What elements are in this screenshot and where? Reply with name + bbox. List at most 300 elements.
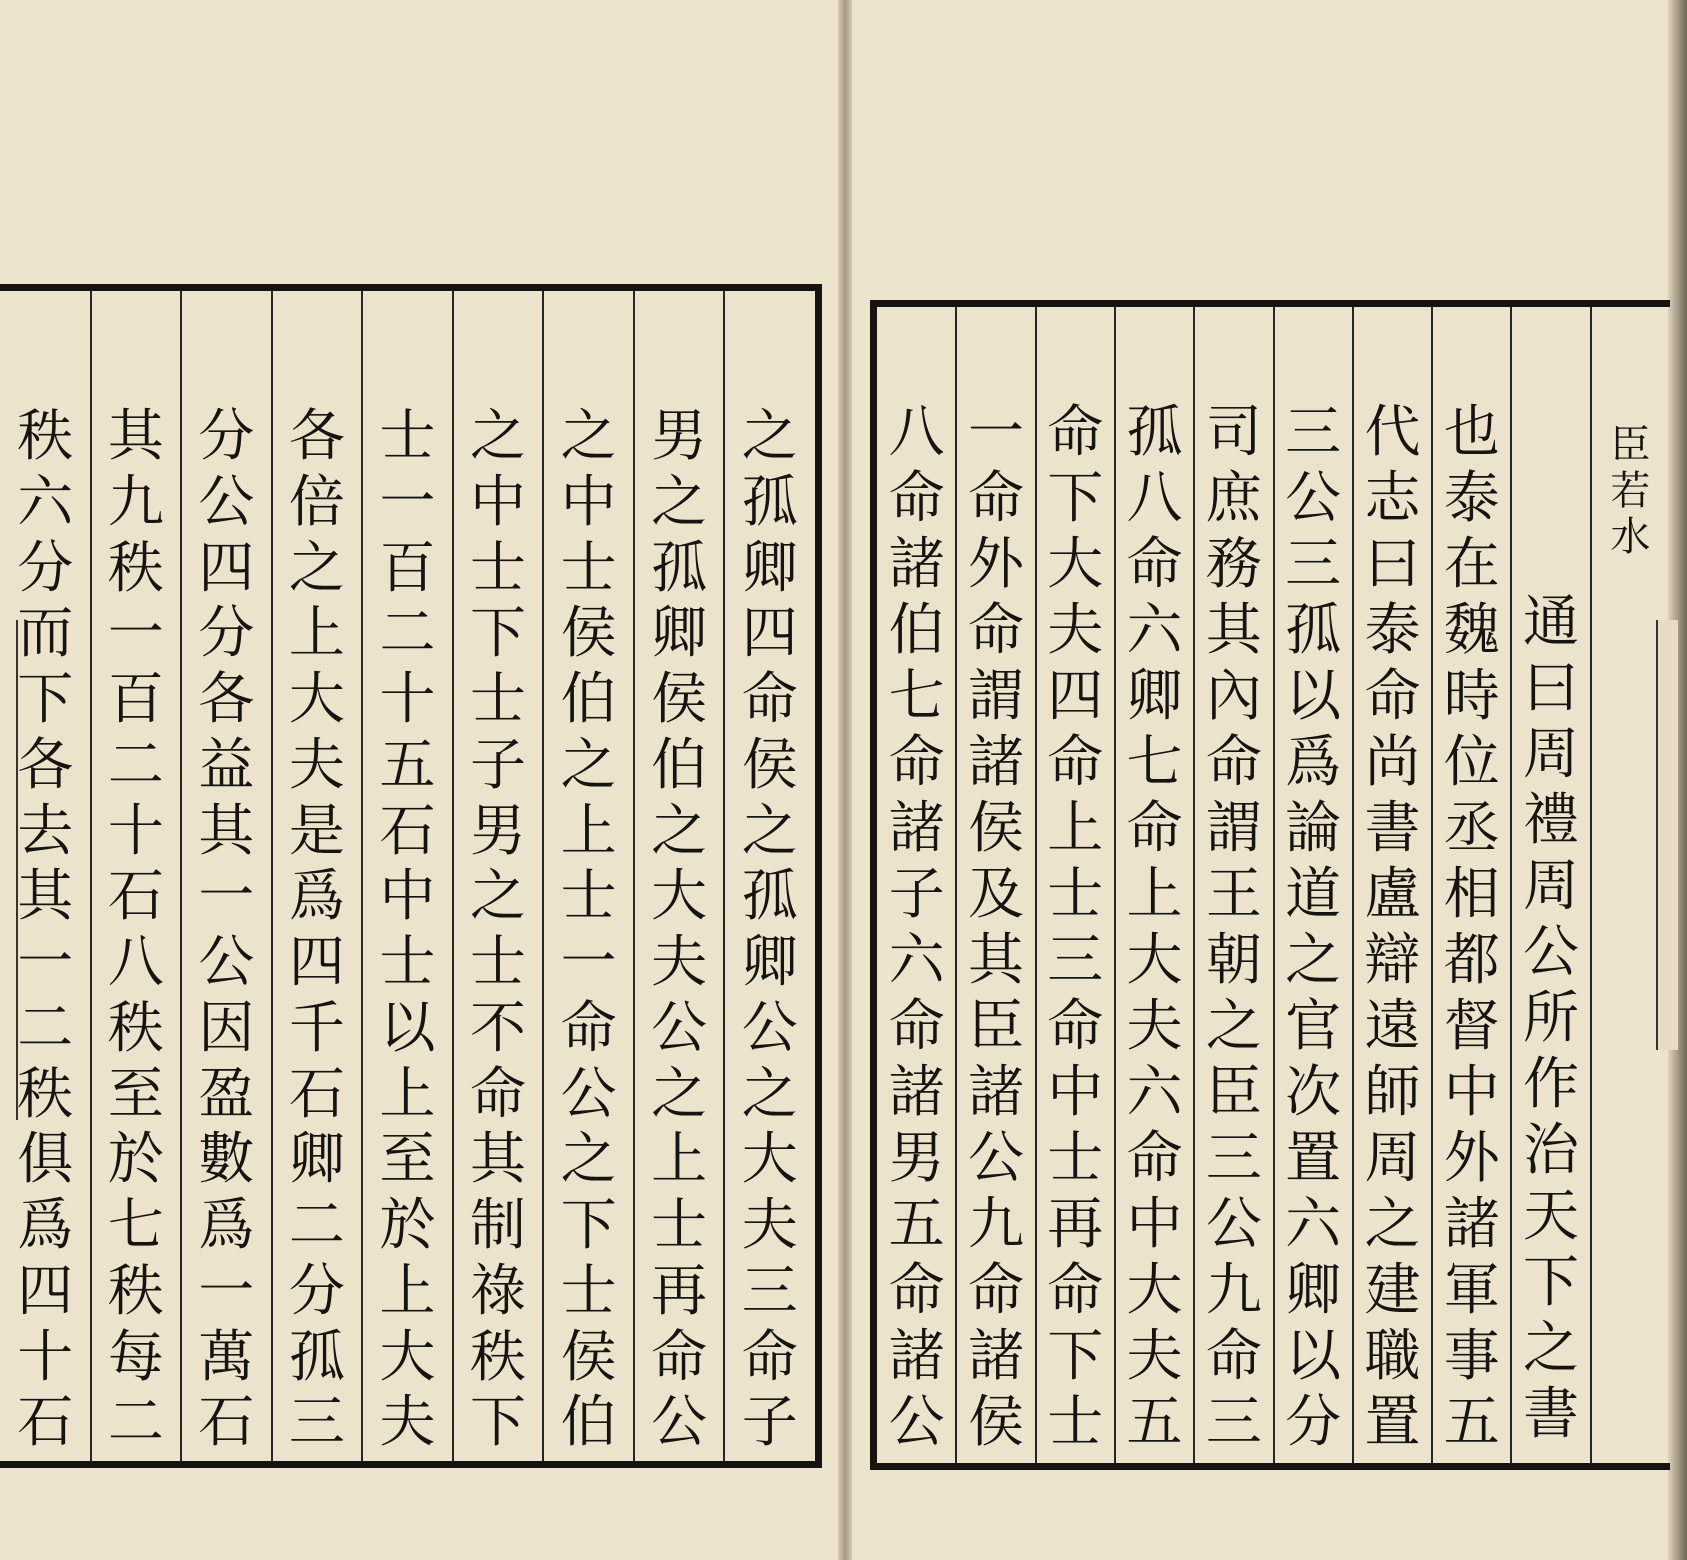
glyph: 官 (1285, 994, 1342, 1059)
glyph: 士 (379, 930, 436, 995)
glyph: 三 (1205, 1390, 1262, 1455)
glyph: 九 (107, 469, 164, 535)
glyph: 石 (198, 1390, 255, 1456)
glyph: 秩 (470, 1324, 527, 1390)
glyph: 夫 (741, 1193, 798, 1258)
glyph: 伯 (560, 1390, 617, 1456)
glyph: 泰 (1443, 466, 1500, 531)
glyph: 次 (1285, 1060, 1342, 1125)
glyph: 之 (741, 404, 798, 469)
glyph: 置 (1364, 1390, 1421, 1455)
text-column (1591, 307, 1670, 1463)
glyph: 大 (741, 1127, 798, 1193)
glyph: 內 (1205, 664, 1262, 729)
glyph: 公 (651, 1390, 708, 1456)
glyph: 八 (1126, 466, 1183, 531)
glyph: 子 (470, 732, 527, 798)
glyph: 公 (198, 469, 255, 535)
glyph: 每 (107, 1324, 164, 1390)
glyph: 所 (1523, 986, 1580, 1051)
glyph: 命 (1126, 532, 1183, 597)
glyph: 丞 (1443, 796, 1500, 861)
glyph: 於 (107, 1127, 164, 1193)
glyph: 治 (1523, 1118, 1580, 1183)
glyph: 辯 (1364, 928, 1421, 993)
glyph: 之 (470, 864, 527, 930)
glyph: 之 (1523, 1316, 1580, 1381)
glyph: 孤 (1126, 400, 1183, 465)
glyph: 伯 (560, 667, 617, 732)
glyph: 中 (1443, 1060, 1500, 1125)
text-column (362, 291, 453, 1461)
glyph: 上 (379, 1258, 436, 1324)
glyph: 公 (198, 930, 255, 995)
glyph: 謂 (1205, 796, 1262, 861)
glyph: 置 (1285, 1126, 1342, 1191)
glyph: 十 (17, 1324, 74, 1390)
glyph: 中 (1047, 1060, 1104, 1125)
text-column (1194, 307, 1273, 1463)
glyph: 夫 (1047, 598, 1104, 663)
glyph: 下 (560, 1193, 617, 1258)
glyph: 其 (470, 1127, 527, 1193)
glyph: 公 (1523, 920, 1580, 985)
text-column (272, 291, 363, 1461)
glyph: 伯 (888, 598, 945, 663)
glyph: 夫 (288, 732, 345, 798)
glyph: 男 (651, 404, 708, 469)
glyph: 六 (1285, 1192, 1342, 1257)
glyph: 至 (379, 1127, 436, 1193)
glyph: 命 (1364, 664, 1421, 729)
glyph: 命 (470, 1061, 527, 1127)
text-column (1511, 307, 1590, 1463)
glyph: 禮 (1523, 788, 1580, 853)
glyph: 命 (1126, 796, 1183, 861)
text-column (634, 291, 725, 1461)
glyph: 位 (1443, 730, 1500, 795)
glyph: 七 (1126, 730, 1183, 795)
glyph: 以 (1285, 664, 1342, 729)
glyph: 伯 (651, 732, 708, 798)
glyph: 諸 (967, 1060, 1024, 1125)
glyph: 上 (1047, 796, 1104, 861)
glyph: 諸 (967, 1324, 1024, 1389)
glyph: 不 (470, 995, 527, 1061)
glyph: 公 (560, 1061, 617, 1127)
glyph: 諸 (888, 796, 945, 861)
glyph: 侯 (651, 667, 708, 732)
glyph: 上 (288, 601, 345, 667)
glyph: 書 (1523, 1382, 1580, 1447)
glyph: 外 (967, 532, 1024, 597)
glyph: 及 (967, 862, 1024, 927)
glyph: 公 (741, 995, 798, 1061)
glyph: 卿 (741, 930, 798, 995)
glyph: 通 (1523, 590, 1580, 655)
glyph: 石 (17, 1390, 74, 1456)
glyph: 命 (560, 995, 617, 1061)
glyph: 制 (470, 1193, 527, 1258)
glyph: 命 (888, 994, 945, 1059)
glyph: 之 (288, 535, 345, 601)
glyph: 命 (967, 1258, 1024, 1323)
glyph: 外 (1443, 1126, 1500, 1191)
glyph: 代 (1364, 400, 1421, 465)
glyph: 一 (560, 930, 617, 995)
glyph: 中 (560, 469, 617, 535)
glyph: 六 (1126, 598, 1183, 663)
glyph: 之 (651, 469, 708, 535)
glyph: 孤 (1285, 598, 1342, 663)
glyph: 曰 (1364, 532, 1421, 597)
text-column (543, 291, 634, 1461)
glyph: 爲 (198, 1193, 255, 1258)
glyph: 王 (1205, 862, 1262, 927)
glyph: 四 (17, 1258, 74, 1324)
glyph: 六 (1126, 1060, 1183, 1125)
glyph: 若 (1610, 468, 1651, 514)
glyph: 士 (560, 864, 617, 930)
glyph: 男 (470, 798, 527, 864)
glyph: 上 (651, 1127, 708, 1193)
glyph: 其 (107, 404, 164, 469)
glyph: 三 (741, 1258, 798, 1324)
text-column (181, 291, 272, 1461)
glyph: 一 (379, 469, 436, 535)
glyph: 爲 (1285, 730, 1342, 795)
glyph: 遠 (1364, 994, 1421, 1059)
glyph: 七 (107, 1193, 164, 1258)
glyph: 五 (888, 1192, 945, 1257)
glyph: 九 (1205, 1258, 1262, 1323)
glyph: 下 (17, 667, 74, 732)
glyph: 魏 (1443, 598, 1500, 663)
glyph: 夫 (1126, 1324, 1183, 1389)
glyph: 俱 (17, 1127, 74, 1193)
glyph: 二 (17, 995, 74, 1061)
right-text-frame (870, 300, 1670, 1470)
glyph: 命 (1205, 1324, 1262, 1389)
glyph: 志 (1364, 466, 1421, 531)
glyph: 卿 (288, 1127, 345, 1193)
glyph: 命 (1047, 994, 1104, 1059)
text-column (453, 291, 544, 1461)
glyph: 論 (1285, 796, 1342, 861)
glyph: 之 (560, 732, 617, 798)
glyph: 中 (470, 469, 527, 535)
glyph: 三 (1285, 400, 1342, 465)
glyph: 大 (288, 667, 345, 732)
glyph: 百 (379, 535, 436, 601)
glyph: 臣 (967, 994, 1024, 1059)
glyph: 命 (651, 1324, 708, 1390)
glyph: 以 (379, 995, 436, 1061)
text-column (956, 307, 1035, 1463)
glyph: 命 (888, 466, 945, 531)
text-column (0, 291, 91, 1461)
glyph: 一 (198, 1258, 255, 1324)
glyph: 命 (1205, 730, 1262, 795)
glyph: 分 (288, 1258, 345, 1324)
glyph: 而 (17, 601, 74, 667)
glyph: 三 (1205, 1126, 1262, 1191)
glyph: 中 (379, 864, 436, 930)
glyph: 侯 (560, 601, 617, 667)
glyph: 爲 (288, 864, 345, 930)
glyph: 士 (1047, 1390, 1104, 1455)
glyph: 夫 (379, 1390, 436, 1456)
glyph: 師 (1364, 1060, 1421, 1125)
glyph: 命 (1047, 400, 1104, 465)
glyph: 四 (1047, 664, 1104, 729)
left-text-frame (0, 284, 822, 1468)
glyph: 三 (1047, 928, 1104, 993)
glyph: 之 (1285, 928, 1342, 993)
glyph: 之 (651, 798, 708, 864)
glyph: 大 (651, 864, 708, 930)
glyph: 臣 (1205, 1060, 1262, 1125)
glyph: 士 (379, 404, 436, 469)
glyph: 周 (1364, 1126, 1421, 1191)
glyph: 爲 (17, 1193, 74, 1258)
glyph: 六 (17, 469, 74, 535)
glyph: 分 (1285, 1390, 1342, 1455)
glyph: 三 (1285, 532, 1342, 597)
glyph: 曰 (1523, 656, 1580, 721)
glyph: 朝 (1205, 928, 1262, 993)
glyph: 一 (107, 601, 164, 667)
glyph: 下 (470, 1390, 527, 1456)
glyph: 下 (470, 601, 527, 667)
glyph: 命 (1047, 730, 1104, 795)
glyph: 大 (1126, 1258, 1183, 1323)
text-column (1274, 307, 1353, 1463)
glyph: 二 (379, 601, 436, 667)
glyph: 上 (560, 798, 617, 864)
glyph: 上 (1126, 862, 1183, 927)
glyph: 秩 (17, 404, 74, 469)
glyph: 六 (888, 928, 945, 993)
glyph: 諸 (888, 532, 945, 597)
glyph: 諸 (1443, 1192, 1500, 1257)
glyph: 周 (1523, 722, 1580, 787)
glyph: 相 (1443, 862, 1500, 927)
text-column (724, 291, 815, 1461)
glyph: 士 (560, 1258, 617, 1324)
glyph: 命 (1126, 1126, 1183, 1191)
glyph: 分 (17, 535, 74, 601)
text-column (877, 307, 956, 1463)
glyph: 再 (1047, 1192, 1104, 1257)
glyph: 是 (288, 798, 345, 864)
glyph: 四 (741, 601, 798, 667)
glyph: 分 (198, 601, 255, 667)
glyph: 七 (888, 664, 945, 729)
glyph: 秩 (107, 995, 164, 1061)
glyph: 道 (1285, 862, 1342, 927)
glyph: 命 (741, 667, 798, 732)
glyph: 大 (1047, 532, 1104, 597)
glyph: 諸 (888, 1324, 945, 1389)
glyph: 書 (1364, 796, 1421, 861)
glyph: 五 (379, 732, 436, 798)
glyph: 命 (888, 730, 945, 795)
glyph: 士 (560, 535, 617, 601)
glyph: 務 (1205, 532, 1262, 597)
glyph: 夫 (651, 930, 708, 995)
glyph: 秩 (107, 535, 164, 601)
glyph: 其 (967, 928, 1024, 993)
glyph: 公 (1285, 466, 1342, 531)
glyph: 士 (651, 1193, 708, 1258)
glyph: 倍 (288, 469, 345, 535)
glyph: 至 (107, 1061, 164, 1127)
glyph: 侯 (560, 1324, 617, 1390)
glyph: 公 (888, 1390, 945, 1455)
glyph: 數 (198, 1127, 255, 1193)
glyph: 盧 (1364, 862, 1421, 927)
text-column (91, 291, 182, 1461)
glyph: 之 (741, 1061, 798, 1127)
glyph: 一 (967, 400, 1024, 465)
glyph: 命 (1047, 1258, 1104, 1323)
glyph: 事 (1443, 1324, 1500, 1389)
glyph: 各 (198, 667, 255, 732)
glyph: 公 (651, 995, 708, 1061)
glyph: 分 (198, 404, 255, 469)
glyph: 一 (17, 930, 74, 995)
glyph: 上 (379, 1061, 436, 1127)
glyph: 大 (1126, 928, 1183, 993)
glyph: 一 (198, 864, 255, 930)
glyph: 庶 (1205, 466, 1262, 531)
glyph: 盈 (198, 1061, 255, 1127)
glyph: 二 (288, 1193, 345, 1258)
glyph: 士 (470, 535, 527, 601)
glyph: 二 (107, 1390, 164, 1456)
glyph: 再 (651, 1258, 708, 1324)
glyph: 諸 (888, 1060, 945, 1125)
glyph: 孤 (288, 1324, 345, 1390)
glyph: 士 (470, 667, 527, 732)
glyph: 臣 (1610, 422, 1651, 468)
glyph: 益 (198, 732, 255, 798)
glyph: 各 (17, 732, 74, 798)
glyph: 命 (967, 466, 1024, 531)
glyph: 作 (1523, 1052, 1580, 1117)
glyph: 去 (17, 798, 74, 864)
glyph: 之 (651, 1061, 708, 1127)
glyph: 謂 (967, 664, 1024, 729)
glyph: 孤 (651, 535, 708, 601)
glyph: 大 (379, 1324, 436, 1390)
glyph: 卿 (741, 535, 798, 601)
glyph: 中 (1126, 1192, 1183, 1257)
glyph: 之 (1205, 994, 1262, 1059)
glyph: 公 (1205, 1192, 1262, 1257)
glyph: 督 (1443, 994, 1500, 1059)
glyph: 軍 (1443, 1258, 1500, 1323)
glyph: 子 (888, 862, 945, 927)
glyph: 都 (1443, 928, 1500, 993)
glyph: 卿 (1285, 1258, 1342, 1323)
glyph: 十 (107, 798, 164, 864)
glyph: 之 (560, 404, 617, 469)
text-column (1115, 307, 1194, 1463)
glyph: 八 (888, 400, 945, 465)
glyph: 石 (288, 1061, 345, 1127)
glyph: 千 (288, 995, 345, 1061)
glyph: 四 (288, 930, 345, 995)
glyph: 之 (470, 404, 527, 469)
glyph: 時 (1443, 664, 1500, 729)
glyph: 卿 (1126, 664, 1183, 729)
glyph: 侯 (741, 732, 798, 798)
glyph: 其 (17, 864, 74, 930)
glyph: 以 (1285, 1324, 1342, 1389)
glyph: 士 (1047, 1126, 1104, 1191)
glyph: 泰 (1364, 598, 1421, 663)
glyph: 也 (1443, 400, 1500, 465)
glyph: 命 (888, 1258, 945, 1323)
glyph: 九 (967, 1192, 1024, 1257)
glyph: 周 (1523, 854, 1580, 919)
glyph: 四 (198, 535, 255, 601)
glyph: 之 (1364, 1192, 1421, 1257)
glyph: 其 (198, 798, 255, 864)
glyph: 孤 (741, 469, 798, 535)
glyph: 公 (967, 1126, 1024, 1191)
glyph: 下 (1523, 1250, 1580, 1315)
glyph: 士 (470, 930, 527, 995)
glyph: 尚 (1364, 730, 1421, 795)
glyph: 秩 (17, 1061, 74, 1127)
book-gutter (838, 0, 852, 1560)
glyph: 五 (1443, 1390, 1500, 1455)
glyph: 之 (560, 1127, 617, 1193)
glyph: 於 (379, 1193, 436, 1258)
glyph: 石 (379, 798, 436, 864)
glyph: 石 (107, 864, 164, 930)
glyph: 下 (1047, 466, 1104, 531)
glyph: 祿 (470, 1258, 527, 1324)
glyph: 男 (888, 1126, 945, 1191)
text-column (1353, 307, 1432, 1463)
glyph: 夫 (1126, 994, 1183, 1059)
glyph: 三 (288, 1390, 345, 1456)
glyph: 命 (741, 1324, 798, 1390)
glyph: 百 (107, 667, 164, 732)
glyph: 司 (1205, 400, 1262, 465)
glyph: 秩 (107, 1258, 164, 1324)
glyph: 十 (379, 667, 436, 732)
glyph: 五 (1126, 1390, 1183, 1455)
glyph: 各 (288, 404, 345, 469)
glyph: 命 (967, 598, 1024, 663)
glyph: 因 (198, 995, 255, 1061)
glyph: 其 (1205, 598, 1262, 663)
glyph: 八 (107, 930, 164, 995)
text-column (1432, 307, 1511, 1463)
glyph: 水 (1610, 514, 1651, 560)
glyph: 侯 (967, 796, 1024, 861)
glyph: 下 (1047, 1324, 1104, 1389)
glyph: 士 (1047, 862, 1104, 927)
glyph: 侯 (967, 1390, 1024, 1455)
glyph: 之 (741, 798, 798, 864)
text-column (1036, 307, 1115, 1463)
